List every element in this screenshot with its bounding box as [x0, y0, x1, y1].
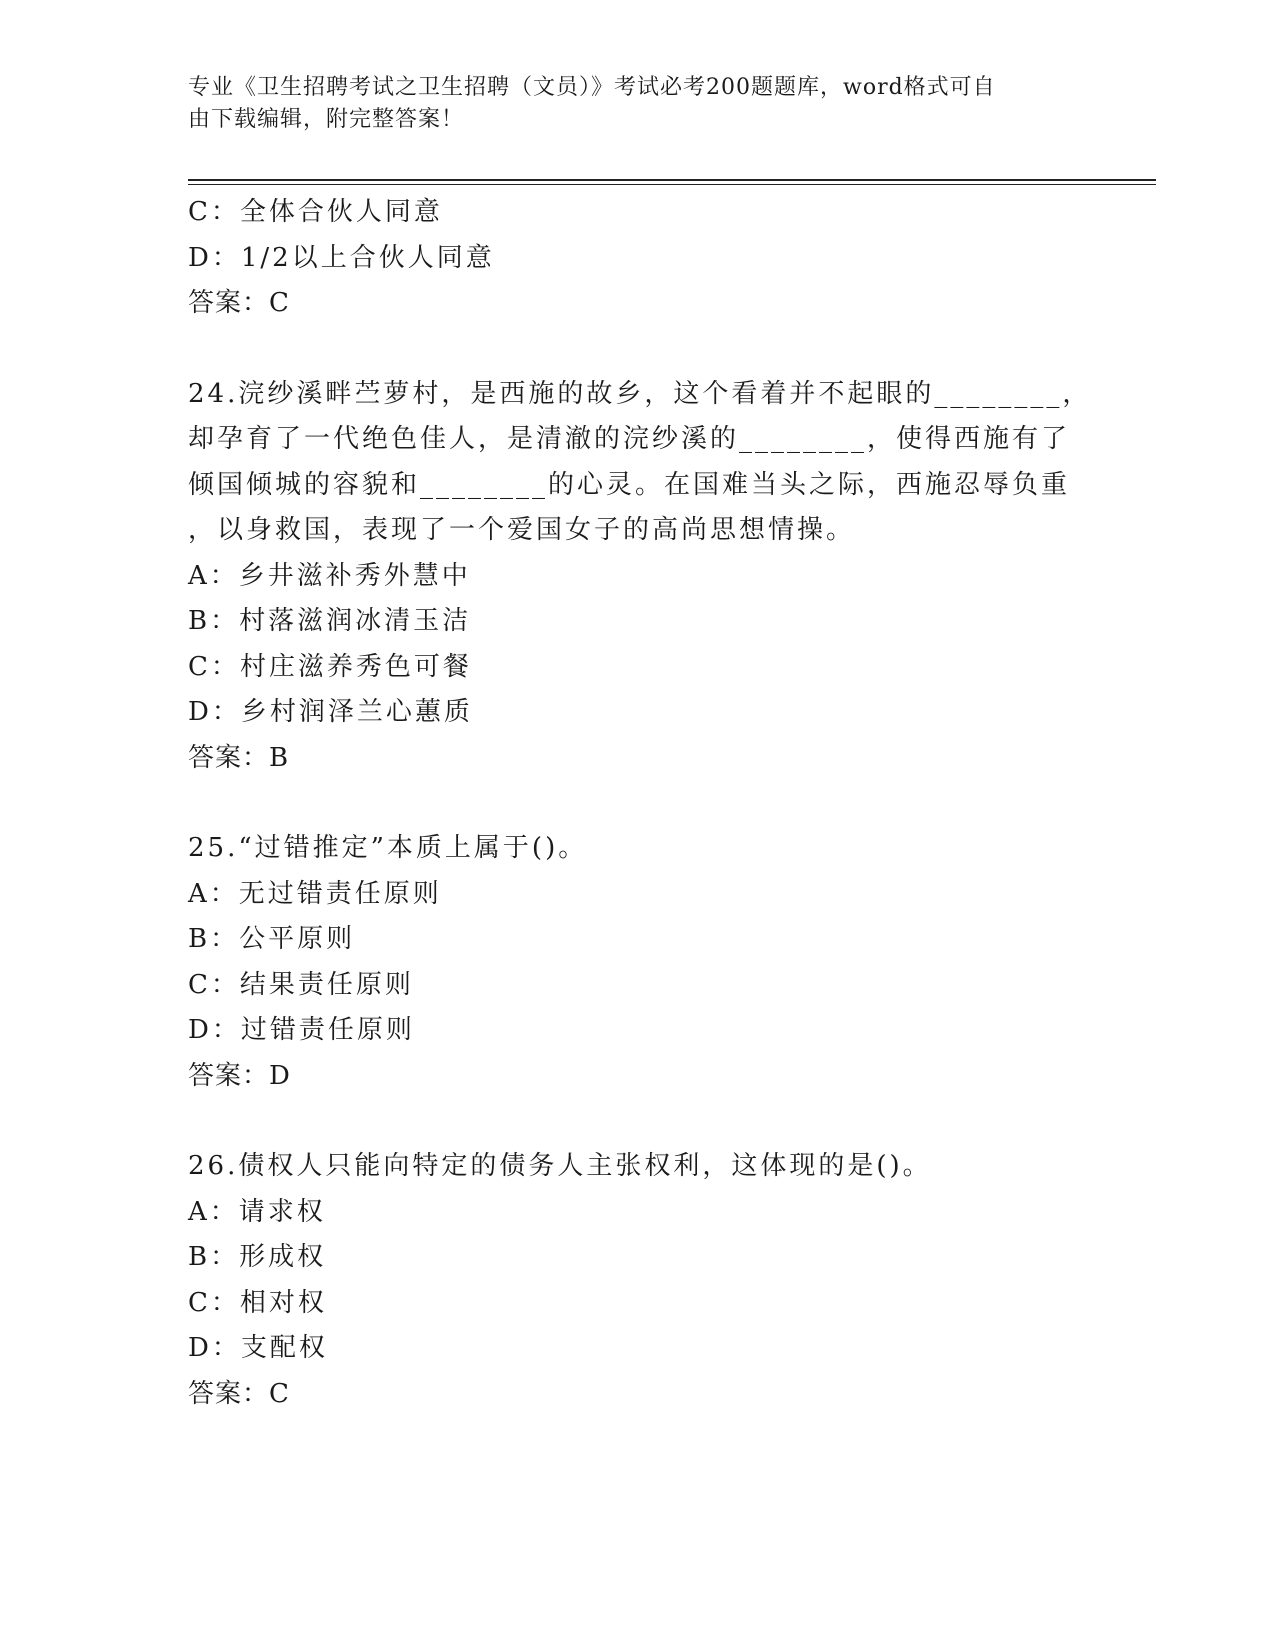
option-c: C：结果责任原则 — [188, 969, 414, 1000]
header-divider-thick — [188, 179, 1156, 181]
answer-line: 答案：C — [188, 1378, 290, 1409]
question-stem-line-2: 却孕育了一代绝色佳人，是清澈的浣纱溪的________，使得西施有了 — [188, 424, 1071, 454]
question-stem-line-3: 倾国倾城的容貌和________的心灵。在国难当头之际，西施忍辱负重 — [188, 469, 1071, 500]
option-a: A：无过错责任原则 — [188, 878, 442, 909]
option-b: B：村落滋润冰清玉洁 — [188, 606, 472, 636]
option-a: A：请求权 — [188, 1196, 326, 1227]
question-stem-line-4: ，以身救国，表现了一个爱国女子的高尚思想情操。 — [188, 515, 856, 545]
option-c: C：全体合伙人同意 — [188, 197, 443, 227]
option-d: D：1/2以上合伙人同意 — [188, 242, 495, 273]
answer-line: 答案：B — [188, 742, 290, 773]
option-c: C：村庄滋养秀色可餐 — [188, 651, 472, 682]
option-d: D：乡村润泽兰心蕙质 — [188, 697, 473, 727]
question-stem: 26.债权人只能向特定的债务人主张权利，这体现的是()。 — [188, 1151, 932, 1181]
question-24 — [188, 372, 1092, 782]
question-stem: 25.“过错推定”本质上属于()。 — [188, 833, 588, 863]
question-25 — [188, 826, 1068, 1099]
option-b: B：公平原则 — [188, 924, 356, 954]
question-26 — [188, 1144, 1068, 1417]
option-d: D：过错责任原则 — [188, 1015, 415, 1045]
option-c: C：相对权 — [188, 1287, 327, 1318]
header-divider-thin — [188, 184, 1156, 185]
question-23-continued — [188, 190, 1068, 327]
option-b: B：形成权 — [188, 1242, 327, 1272]
document-header — [188, 72, 1088, 136]
answer-line: 答案：D — [188, 1060, 291, 1091]
question-stem-line-1: 24.浣纱溪畔苎萝村，是西施的故乡，这个看着并不起眼的________， — [188, 378, 1092, 409]
option-a: A：乡井滋补秀外慧中 — [188, 560, 471, 591]
answer-line: 答案：C — [188, 288, 290, 318]
header-line-2: 由下载编辑，附完整答案！ — [188, 107, 465, 132]
header-line-1: 专业《卫生招聘考试之卫生招聘（文员）》考试必考200题题库，word格式可自 — [188, 75, 996, 100]
question-list — [188, 190, 1092, 1417]
option-d: D：支配权 — [188, 1333, 328, 1363]
